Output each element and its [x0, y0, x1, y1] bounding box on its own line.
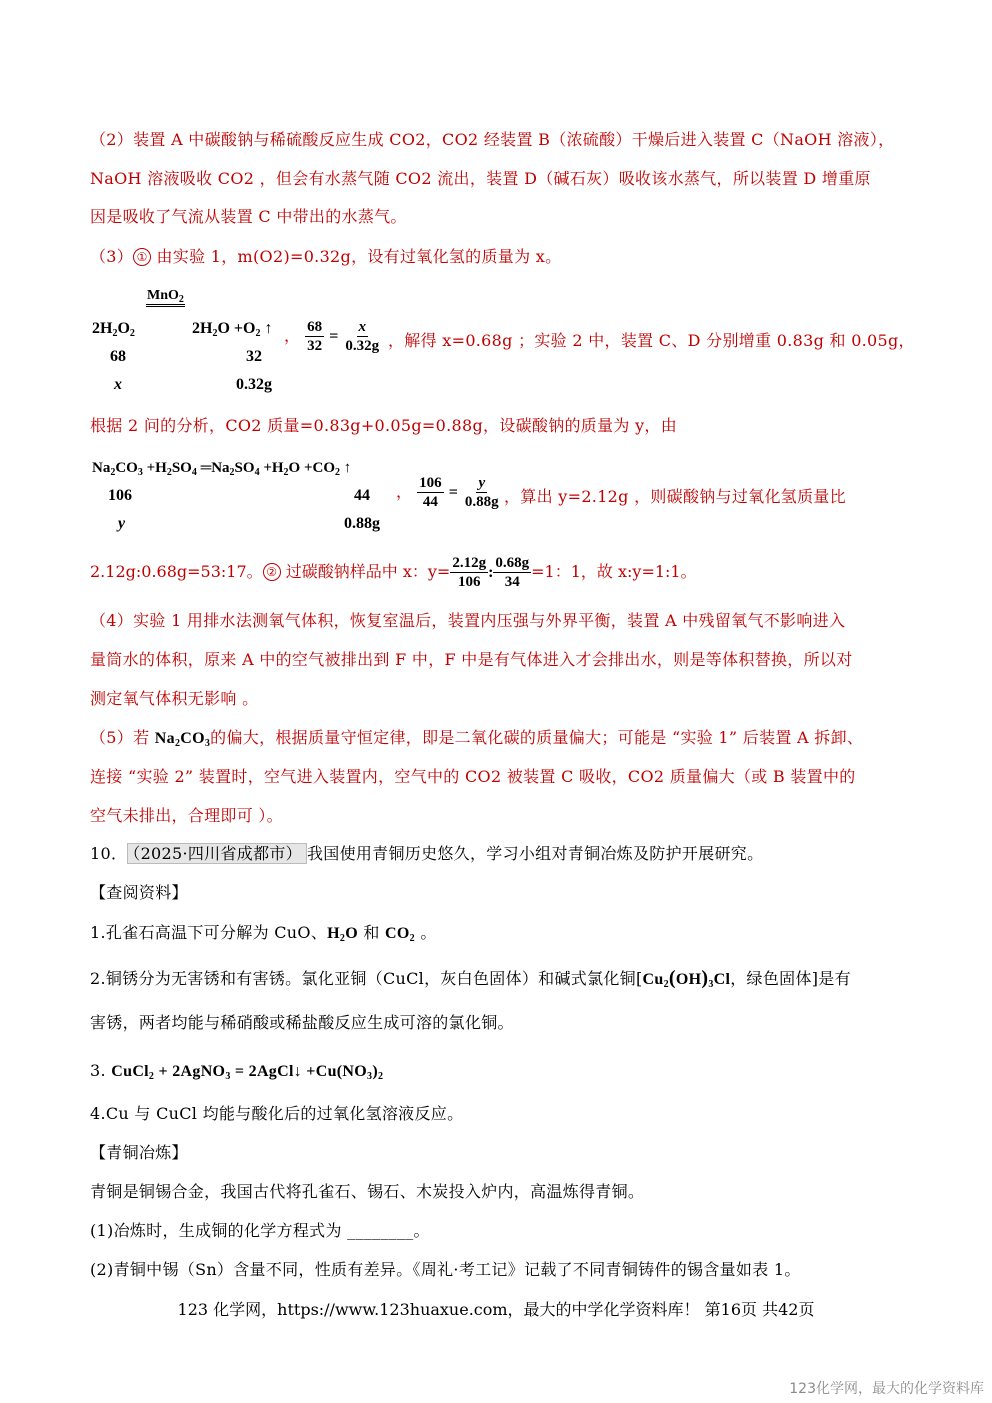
reference-3-label: 3.: [90, 1061, 112, 1080]
equation-2: $Na_2CO_3 +H_2SO_4$ $═Na_2SO_4 +H_2O +CO_2$ ↑: [92, 460, 352, 478]
answer-3-line-2: 根据 2 问的分析，CO2 质量=0.83g+0.05g=0.88g，设碳酸钠的质量为 y，由: [90, 416, 678, 435]
circled-number-2: ②: [263, 563, 281, 581]
reference-item-2-line-2: 害锈，两者均能与稀硝酸或稀盐酸反应生成可溶的氯化铜。: [90, 1013, 514, 1032]
answer-3-intro-text: 由实验 1，m(O2)=0.32g，设有过氧化氢的质量为 x。: [151, 247, 562, 266]
fraction-x-032g: [343, 318, 381, 355]
answer-5-text: 的偏大，根据质量守恒定律，即是二氧化碳的质量偏大；可能是 “实验 1” 后装置 A 拆卸、: [210, 728, 864, 747]
answer-3-ratio: 2.12g:0.68g=53:17。 ② 过碳酸钠样品中 x：y= $\frac{2.12g}{106}$ : $\frac{0.68g}{34}$ =1：1，故 x:y=1:1。: [90, 555, 697, 590]
equation-1-032g: 0.32g: [236, 376, 272, 393]
fraction-denominator: 34: [504, 574, 520, 590]
fraction-numerator: 0.68g: [495, 555, 530, 571]
basic-copper-chloride-formula: $Cu_2(OH)_3Cl$: [642, 967, 731, 990]
fraction-68-32: [305, 318, 324, 355]
fraction-denominator: 0.88g: [464, 494, 499, 510]
fraction-numerator: y: [478, 475, 486, 491]
answer-4-line-3: 测定氧气体积无影响 。: [90, 689, 259, 708]
fraction-y-088g: [463, 474, 501, 511]
reference-2-text: 2.铜锈分为无害锈和有害锈。氯化亚铜（CuCl，灰白色固体）和碱式氯化铜[: [90, 969, 643, 988]
fraction-numerator: 106: [419, 475, 442, 491]
reference-2-text-b: ，绿色固体]是有: [730, 969, 851, 988]
section-heading-references: 【查阅资料】: [90, 883, 188, 902]
question-number: 10．: [90, 844, 128, 863]
answer-5-line-1: [90, 727, 863, 750]
site-watermark: 123化学网，最大的化学资料库: [789, 1381, 984, 1397]
fraction-denominator: 32: [307, 338, 323, 354]
reference-1-end: 。: [414, 923, 437, 942]
page-footer: 123 化学网，https://www.123huaxue.com，最大的中学化学资料库！ 第16页 共42页: [177, 1300, 815, 1319]
ratio-text-b: 过碳酸钠样品中 x：y=: [280, 562, 451, 581]
catalyst-mno2: MnO$_2$: [147, 288, 184, 305]
fraction-numerator: 2.12g: [452, 555, 487, 571]
silver-nitrate-equation: CuCl$_2$ + 2AgNO$_3$ = 2AgCl↓ $+Cu(NO_3)_2$: [111, 1063, 384, 1082]
answer-5-label: （5）若: [90, 728, 155, 747]
reference-item-4: 4.Cu 与 CuCl 均能与酸化后的过氧化氢溶液反应。: [90, 1104, 464, 1123]
answer-2-line-3: 因是吸收了气流从装置 C 中带出的水蒸气。: [90, 207, 407, 226]
circled-number-1: ①: [133, 248, 151, 266]
fraction-numerator: x: [358, 319, 367, 335]
answer-5-line-2: 连接 “实验 2” 装置时，空气进入装置内，空气中的 CO2 被装置 C 吸收，CO2 质量偏大（或 B 装置中的: [90, 767, 856, 786]
equation-2-mass-44: 44: [354, 487, 370, 504]
answer-3-result-1: ，解得 x=0.68g ；实验 2 中，装置 C、D 分别增重 0.83g 和 0.05g，: [388, 331, 915, 350]
reference-item-3: [90, 1060, 383, 1083]
fraction-106-44: [417, 474, 444, 511]
reference-item-1: [90, 922, 437, 945]
section-heading-smelting: 【青铜冶炼】: [90, 1143, 188, 1162]
equation-1-reactant: $2H_2O_2$: [92, 320, 135, 339]
subquestion-1: (1)冶炼时，生成铜的化学方程式为 ________。: [90, 1221, 430, 1240]
reference-item-2-line-1: [90, 967, 851, 991]
equation-1-mass-68: 68: [110, 348, 126, 365]
equation-2-mass-106: 106: [108, 487, 132, 504]
question-stem-text: 我国使用青铜历史悠久，学习小组对青铜冶炼及防护开展研究。: [306, 844, 764, 863]
fraction-denominator: 0.32g: [345, 338, 380, 354]
proportion-2: ， $\frac{106}{44}$ = $\frac{y}{0.88g}$: [396, 475, 499, 510]
answer-2-line-1: （2）装置 A 中碳酸钠与稀硫酸反应生成 CO2，CO2 经装置 B（浓硫酸）干燥后进入装置 C（NaOH 溶液），: [90, 130, 895, 149]
fraction-212g-106: [450, 554, 488, 591]
equation-2-y: y: [118, 515, 126, 532]
equation-1-x: x: [114, 376, 122, 393]
co2-formula: $CO_2$: [385, 925, 415, 944]
reference-1-and: 和: [357, 923, 386, 942]
fraction-numerator: 68: [307, 319, 323, 335]
na2co3-formula: $Na_2CO_3$: [154, 730, 211, 749]
answer-5-line-3: 空气未排出，合理即可 ）。: [90, 806, 283, 825]
answer-4-line-2: 量筒水的体积，原来 A 中的空气被排出到 F 中，F 中是有气体进入才会排出水，则是等体积替换，所以对: [90, 650, 853, 669]
answer-3-label: （3）: [90, 247, 134, 266]
equation-2-088g: 0.88g: [344, 515, 380, 532]
proportion-1: ， $\frac{68}{32}$ = $\frac{x}{0.32g}$: [284, 319, 380, 354]
smelting-paragraph: 青铜是铜锡合金，我国古代将孔雀石、锡石、木炭投入炉内，高温炼得青铜。: [90, 1182, 645, 1201]
subquestion-2: (2)青铜中锡（Sn）含量不同，性质有差异。《周礼·考工记》记载了不同青铜铸件的锡含量如表 1。: [90, 1260, 801, 1279]
reference-1-text: 1.孔雀石高温下可分解为 CuO、: [90, 923, 328, 942]
answer-4-line-1: （4）实验 1 用排水法测氧气体积，恢复室温后，装置内压强与外界平衡，装置 A 中残留氧气不影响进入: [90, 611, 846, 630]
ratio-text: 2.12g:0.68g=53:17。: [90, 562, 263, 581]
fraction-denominator: 106: [457, 574, 481, 590]
answer-3-intro: [90, 246, 561, 268]
answer-3-result-2: ，算出 y=2.12g ，则碳酸钠与过氧化氢质量比: [504, 487, 846, 506]
ratio-text-c: =1：1，故 x:y=1:1。: [531, 562, 697, 581]
h2o-formula: $H_2O$: [327, 925, 358, 944]
question-source-tag: （2025·四川省成都市）: [127, 843, 307, 864]
fraction-068g-34: [493, 554, 531, 591]
question-10-stem: [90, 843, 763, 865]
equation-1-mass-32: 32: [246, 348, 262, 365]
equation-1-products: $2H_2O +O_2$ ↑: [192, 320, 273, 339]
answer-2-line-2: NaOH 溶液吸收 CO2 ，但会有水蒸气随 CO2 流出，装置 D（碱石灰）吸收该水蒸气，所以装置 D 增重原: [90, 169, 871, 188]
fraction-denominator: 44: [422, 494, 438, 510]
